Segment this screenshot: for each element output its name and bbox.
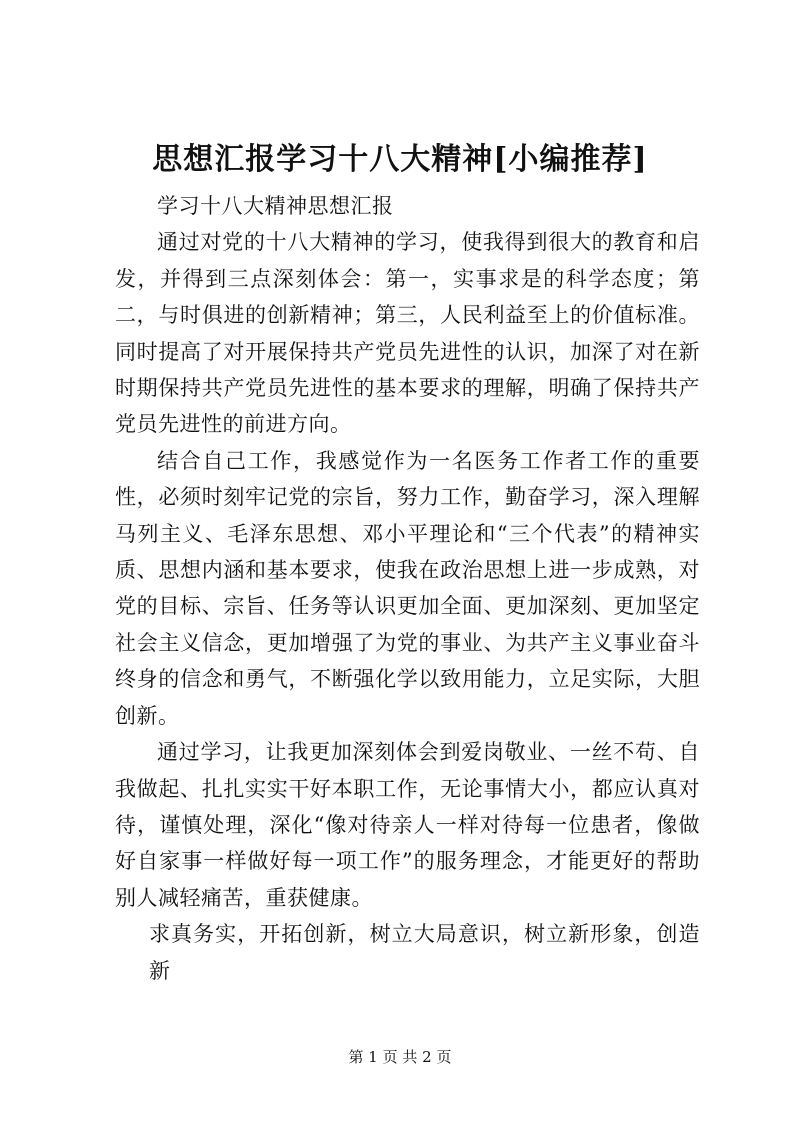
page-indicator: 第 1 页 共 2 页 (348, 1048, 452, 1066)
paragraph-2: 结合自己工作，我感觉作为一名医务工作者工作的重要性，必须时刻牢记党的宗旨，努力工作，勤奋学习，深入理解马列主义、毛泽东思想、邓小平理论和“三个代表”的精神实质、思想内涵和基本要求，使我在政治思想上进一步成熟，对党的目标、宗旨、任务等认识更加全面、更加深刻、更加坚定社会主义信念，更加增强了为党的事业、为共产主义事业奋斗终身的信念和勇气，不断强化学以致用能力，立足实际，大胆创新。 (115, 448, 700, 728)
paragraph-3: 通过学习，让我更加深刻体会到爱岗敬业、一丝不苟、自我做起、扎扎实实干好本职工作，无论事情大小，都应认真对待，谨慎处理，深化“像对待亲人一样对待每一位患者，像做好自家事一样做好每一项工作”的服务理念，才能更好的帮助别人减轻痛苦，重获健康。 (115, 740, 700, 910)
document-title: 思想汇报学习十八大精神[小编推荐] (152, 142, 648, 177)
document-subtitle: 学习十八大精神思想汇报 (157, 194, 394, 218)
paragraph-1: 通过对党的十八大精神的学习，使我得到很大的教育和启发，并得到三点深刻体会：第一，实事求是的科学态度；第二，与时俱进的创新精神；第三，人民利益至上的价值标准。同时提高了对开展保持共产党员先进性的认识，加深了对在新时期保持共产党员先进性的基本要求的理解，明确了保持共产党员先进性的前进方向。 (115, 230, 700, 437)
document-body (115, 188, 700, 989)
paragraph-4: 求真务实，开拓创新，树立大局意识，树立新形象，创造新 (149, 922, 700, 983)
